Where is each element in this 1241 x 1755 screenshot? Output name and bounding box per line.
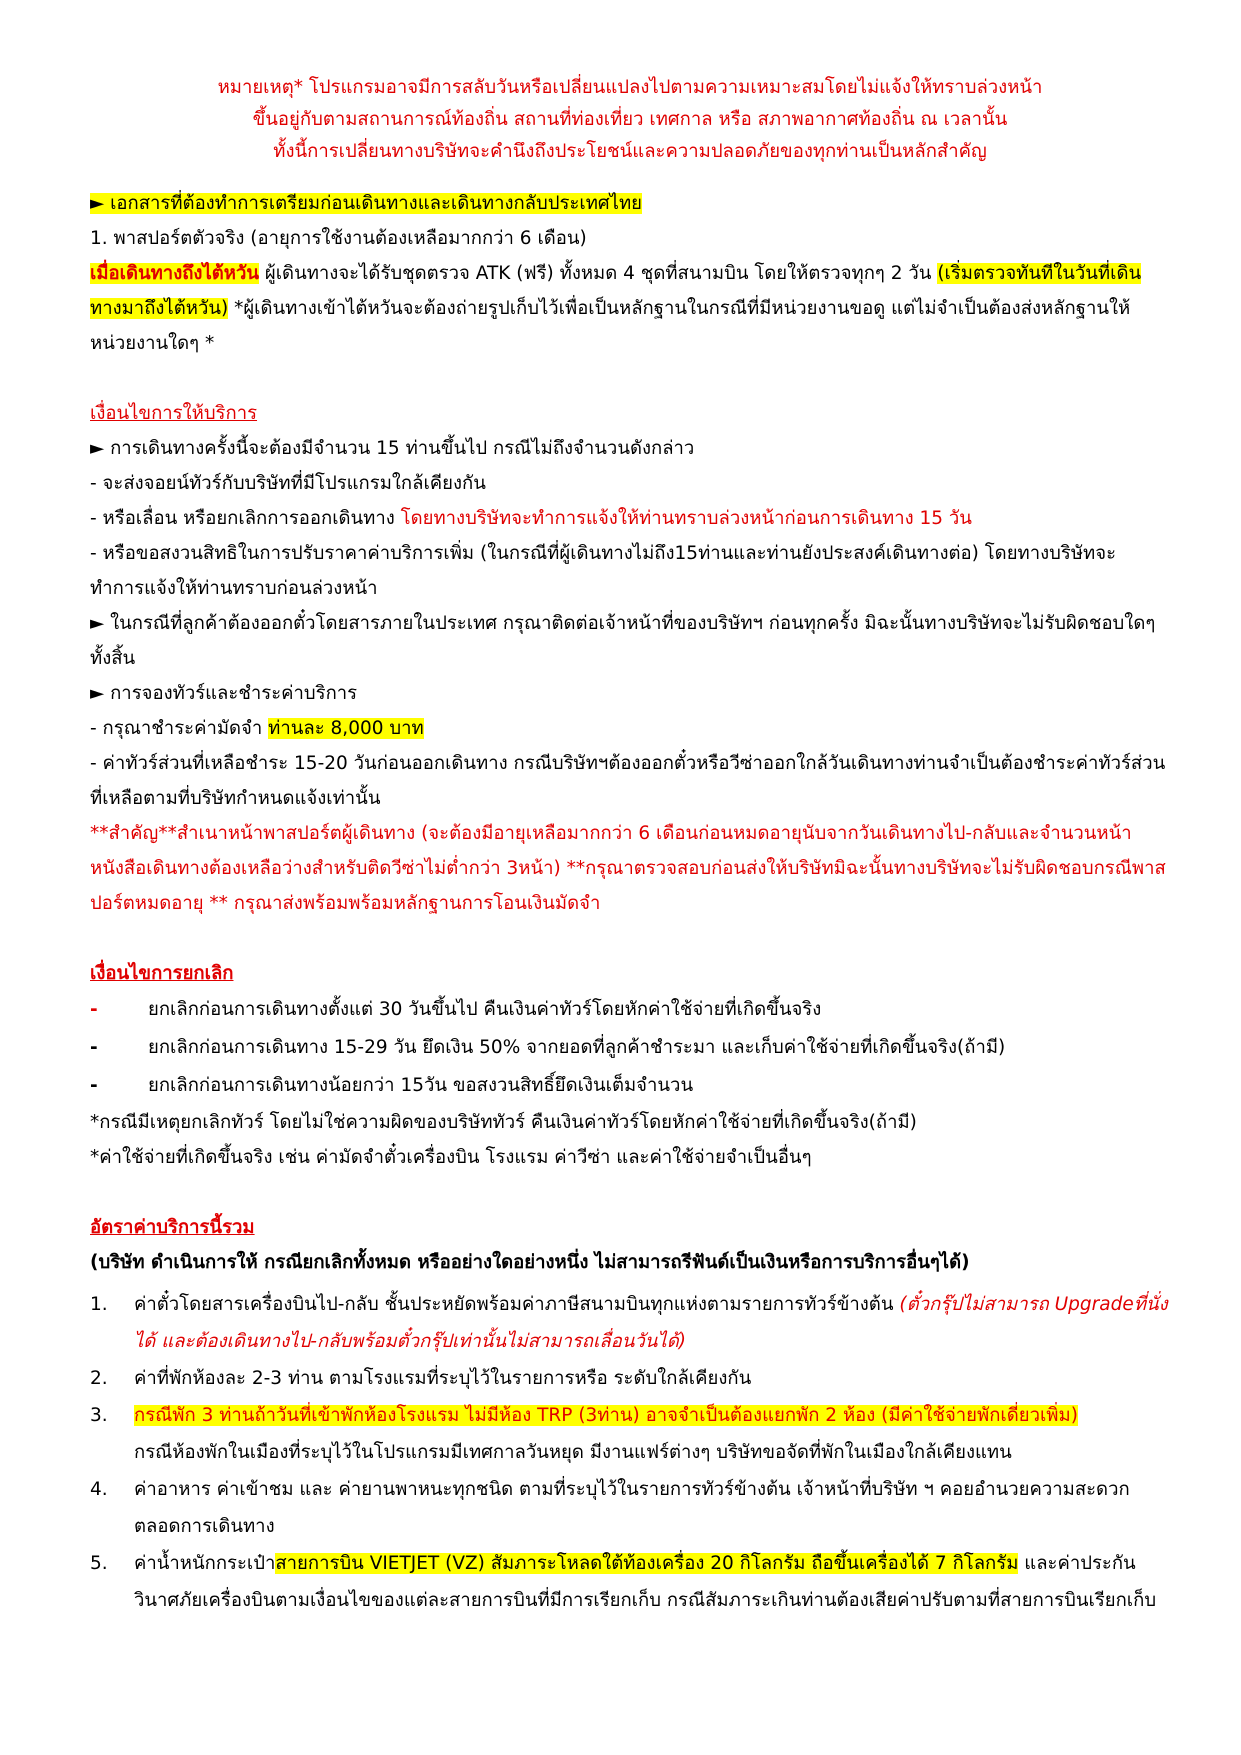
- arrival-highlight: (เริ่มตรวจทันทีในวันที่เดินทางมาถึงไต้หวัน): [90, 263, 1142, 319]
- item-text: กรณีห้องพักในเมืองที่ระบุไว้ในโปรแกรมมีเทศกาลวันหยุด มีงานแฟร์ต่างๆ บริษัทขอจัดที่พักในเมืองใกล้เคียงแทน: [134, 1442, 1012, 1463]
- service-line-6: ► การจองทัวร์และชำระค่าบริการ: [90, 683, 358, 704]
- dash-marker: -: [90, 1075, 98, 1096]
- service-conditions-heading: เงื่อนไขการให้บริการ: [90, 403, 258, 424]
- deposit-amount: ท่านละ 8,000 บาท: [268, 718, 424, 739]
- item-text: ค่าอาหาร ค่าเข้าชม และ ค่ายานพาหนะทุกชนิด ตามที่ระบุไว้ในรายการทัวร์ข้างต้น เจ้าหน้าที่บริษัท ฯ คอยอำนวยความสะดวกตลอดการเดินทาง: [134, 1479, 1130, 1537]
- service-line-3b: โดยทางบริษัทจะทำการแจ้งให้ท่านทราบล่วงหน้าก่อนการเดินทาง 15 วัน: [400, 508, 972, 529]
- service-line-1: ► การเดินทางครั้งนี้จะต้องมีจำนวน 15 ท่านขึ้นไป กรณีไม่ถึงจำนวนดังกล่าว: [90, 438, 695, 459]
- item-number: 2.: [90, 1368, 108, 1389]
- included-item-5: [90, 1545, 1170, 1619]
- item-highlight: สายการบิน VIETJET (VZ) สัมภาระโหลดใต้ท้องเครื่อง 20 กิโลกรัม ถือขึ้นเครื่องได้ 7 กิโลกรัม: [275, 1553, 1019, 1574]
- included-item-2: [90, 1360, 1170, 1397]
- cancellation-section: [90, 956, 1170, 1175]
- note-line-1: หมายเหตุ* โปรแกรมอาจมีการสลับวันหรือเปลี่ยนแปลงไปตามความเหมาะสมโดยไม่แจ้งให้ทราบล่วงหน้า: [217, 77, 1043, 98]
- disclaimer-note: [90, 72, 1170, 168]
- included-item-4: [90, 1471, 1170, 1545]
- arrival-label: เมื่อเดินทางถึงไต้หวัน: [90, 263, 260, 284]
- included-section: [90, 1210, 1170, 1619]
- service-line-4: - หรือขอสงวนสิทธิในการปรับราคาค่าบริการเพิ่ม (ในกรณีที่ผู้เดินทางไม่ถึง15ท่านและท่านยังประสงค์เดินทางต่อ) โดยทางบริษัทจะทำการแจ้งให้ท่านทราบก่อนล่วงหน้า: [90, 543, 1117, 599]
- arrival-text-1: ผู้เดินทางจะได้รับชุดตรวจ ATK (ฟรี) ทั้งหมด 4 ชุดที่สนามบิน โดยให้ตรวจทุกๆ 2 วัน: [259, 263, 938, 284]
- cancellation-heading: เงื่อนไขการยกเลิก: [90, 963, 234, 984]
- passport-item: 1. พาสปอร์ตตัวจริง (อายุการใช้งานต้องเหลือมากกว่า 6 เดือน): [90, 228, 587, 249]
- item-number: 5.: [90, 1553, 108, 1574]
- service-line-3: [90, 501, 1170, 536]
- cancellation-item-text: ยกเลิกก่อนการเดินทางตั้งแต่ 30 วันขึ้นไป คืนเงินค่าทัวร์โดยหักค่าใช้จ่ายที่เกิดขึ้นจริง: [148, 999, 822, 1020]
- cancellation-note-1: *กรณีมีเหตุยกเลิกทัวร์ โดยไม่ใช่ความผิดของบริษัททัวร์ คืนเงินค่าทัวร์โดยหักค่าใช้จ่ายที่เกิดขึ้นจริง(ถ้ามี): [90, 1112, 917, 1133]
- service-line-3a: - หรือเลื่อน หรือยกเลิกการออกเดินทาง: [90, 508, 401, 529]
- cancellation-item: [90, 1029, 1170, 1067]
- included-item-1: [90, 1286, 1170, 1360]
- cancellation-note-2: *ค่าใช้จ่ายที่เกิดขึ้นจริง เช่น ค่ามัดจำตั๋วเครื่องบิน โรงแรม ค่าวีซ่า และค่าใช้จ่ายจำเป็นอื่นๆ: [90, 1147, 812, 1168]
- passport-important-note: **สำคัญ**สำเนาหน้าพาสปอร์ตผู้เดินทาง (จะต้องมีอายุเหลือมากกว่า 6 เดือนก่อนหมดอายุนับจากวันเดินทางไป-กลับและจำนวนหน้าหนังสือเดินทางต้องเหลือว่างสำหรับติดวีซ่าไม่ต่ำกว่า 3หน้า) **กรุณาตรวจสอบก่อนส่งให้บริษัทมิฉะนั้นทางบริษัทจะไม่รับผิดชอบกรณีพาสปอร์ตหมดอายุ ** กรุณาส่งพร้อมพร้อมหลักฐานการโอนเงินมัดจำ: [90, 823, 1166, 914]
- included-subheading: (บริษัท ดำเนินการให้ กรณียกเลิกทั้งหมด หรืออย่างใดอย่างหนึ่ง ไม่สามารถรีฟันด์เป็นเงินหรือการบริการอื่นๆได้): [90, 1252, 970, 1273]
- cancellation-item-text: ยกเลิกก่อนการเดินทางน้อยกว่า 15วัน ขอสงวนสิทธิ์ยึดเงินเต็มจำนวน: [148, 1075, 694, 1096]
- included-heading: อัตราค่าบริการนี้รวม: [90, 1217, 255, 1238]
- service-line-7: [90, 711, 1170, 746]
- arrival-paragraph: [90, 256, 1170, 361]
- documents-section: [90, 186, 1170, 361]
- note-line-3: ทั้งนี้การเปลี่ยนทางบริษัทจะคำนึงถึงประโยชน์และความปลอดภัยของทุกท่านเป็นหลักสำคัญ: [273, 141, 987, 162]
- included-item-3: [90, 1397, 1170, 1471]
- service-line-8: - ค่าทัวร์ส่วนที่เหลือชำระ 15-20 วันก่อนออกเดินทาง กรณีบริษัทฯต้องออกตั๋วหรือวีซ่าออกใกล้วันเดินทางท่านจำเป็นต้องชำระค่าทัวร์ส่วนที่เหลือตามที่บริษัทกำหนดแจ้งเท่านั้น: [90, 753, 1166, 809]
- deposit-label: - กรุณาชำระค่ามัดจำ: [90, 718, 269, 739]
- item-text: ค่าตั๋วโดยสารเครื่องบินไป-กลับ ชั้นประหยัดพร้อมค่าภาษีสนามบินทุกแห่งตามรายการทัวร์ข้างต้น: [134, 1294, 900, 1315]
- dash-marker: -: [90, 999, 98, 1020]
- item-number: 1.: [90, 1294, 108, 1315]
- document-page: [90, 72, 1170, 1619]
- item-highlight: กรณีพัก 3 ท่านถ้าวันที่เข้าพักห้องโรงแรม ไม่มีห้อง TRP (3ท่าน) อาจจำเป็นต้องแยกพัก 2 ห้อง (มีค่าใช้จ่ายพักเดี่ยวเพิ่ม): [134, 1405, 1078, 1426]
- cancellation-item: [90, 991, 1170, 1029]
- cancellation-item-text: ยกเลิกก่อนการเดินทาง 15-29 วัน ยึดเงิน 50% จากยอดที่ลูกค้าชำระมา และเก็บค่าใช้จ่ายที่เกิดขึ้นจริง(ถ้ามี): [148, 1037, 1006, 1058]
- documents-heading: ► เอกสารที่ต้องทำการเตรียมก่อนเดินทางและเดินทางกลับประเทศไทย: [90, 193, 642, 214]
- item-number: 4.: [90, 1479, 108, 1500]
- service-line-5: ► ในกรณีที่ลูกค้าต้องออกตั๋วโดยสารภายในประเทศ กรุณาติดต่อเจ้าหน้าที่ของบริษัทฯ ก่อนทุกครั้ง มิฉะนั้นทางบริษัทจะไม่รับผิดชอบใดๆ ทั้งสิ้น: [90, 613, 1156, 669]
- item-text-b: และค่าประกันวินาศภัยเครื่องบินตามเงื่อนไขของแต่ละสายการบินที่มีการเรียกเก็บ กรณีสัมภาระเกินท่านต้องเสียค่าปรับตามที่สายการบินเรียกเก็บ: [134, 1553, 1157, 1611]
- note-line-2: ขึ้นอยู่กับตามสถานการณ์ท้องถิ่น สถานที่ท่องเที่ยว เทศกาล หรือ สภาพอากาศท้องถิ่น ณ เวลานั้น: [252, 109, 1008, 130]
- item-number: 3.: [90, 1405, 108, 1426]
- service-conditions-section: [90, 396, 1170, 921]
- service-line-2: - จะส่งจอยน์ทัวร์กับบริษัทที่มีโปรแกรมใกล้เคียงกัน: [90, 473, 486, 494]
- item-text-a: ค่าน้ำหนักกระเป๋า: [134, 1553, 276, 1574]
- item-note: (ตั๋วกรุ๊ปไม่สามารถ Upgradeที่นั่ง ได้ และต้องเดินทางไป-กลับพร้อมตั๋วกรุ๊ปเท่านั้นไม่สามารถเลื่อนวันได้): [134, 1294, 1168, 1352]
- arrival-text-2: *ผู้เดินทางเข้าไต้หวันจะต้องถ่ายรูปเก็บไว้เพื่อเป็นหลักฐานในกรณีที่มีหน่วยงานขอดู แต่ไม่จำเป็นต้องส่งหลักฐานให้หน่วยงานใดๆ *: [90, 298, 1131, 354]
- dash-marker: -: [90, 1037, 98, 1058]
- item-text: ค่าที่พักห้องละ 2-3 ท่าน ตามโรงแรมที่ระบุไว้ในรายการหรือ ระดับใกล้เคียงกัน: [134, 1368, 752, 1389]
- cancellation-item: [90, 1067, 1170, 1105]
